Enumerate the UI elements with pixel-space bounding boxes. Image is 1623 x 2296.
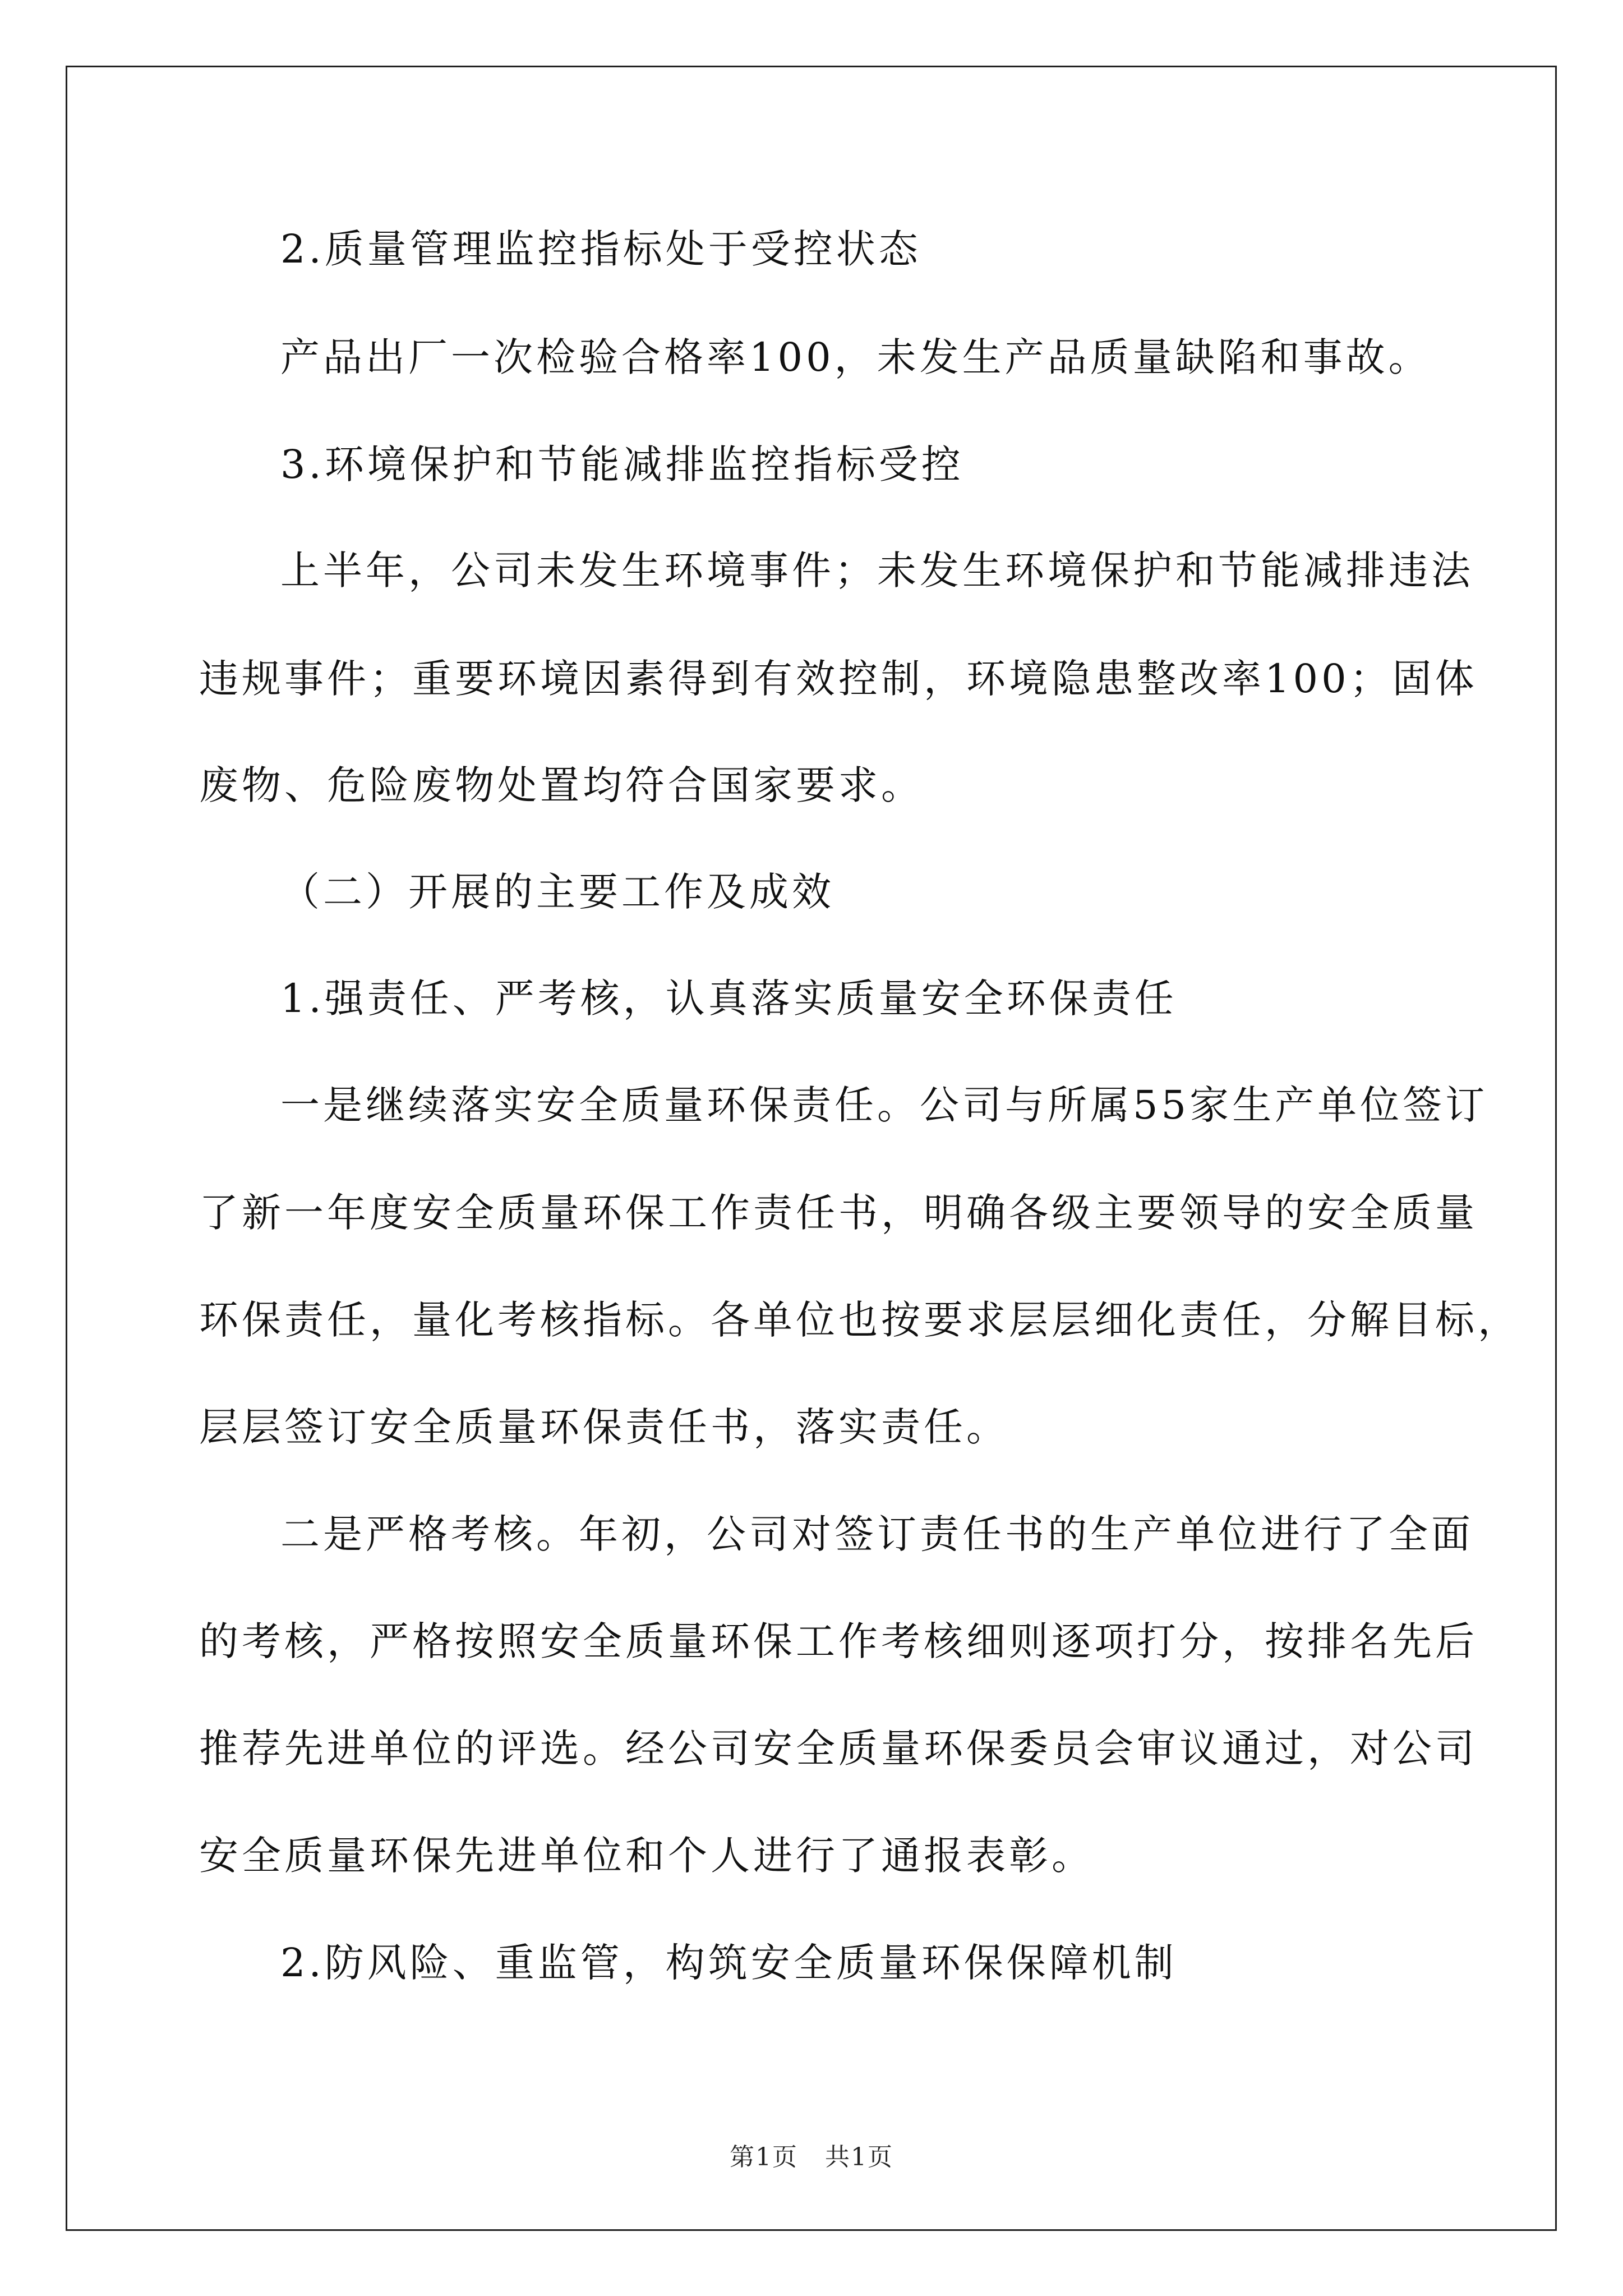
paragraph-line: 层层签订安全质量环保责任书，落实责任。: [199, 1404, 1009, 1450]
paragraph-line: 违规事件；重要环境因素得到有效控制，环境隐患整改率100；固体: [199, 656, 1478, 702]
paragraph-line: 二是严格考核。年初，公司对签订责任书的生产单位进行了全面: [280, 1511, 1474, 1557]
heading-risk-prevention: 2.防风险、重监管，构筑安全质量环保保障机制: [280, 1940, 1177, 1986]
paragraph-line: 废物、危险废物处置均符合国家要求。: [199, 762, 924, 808]
paragraph-line: 安全质量环保先进单位和个人进行了通报表彰。: [199, 1833, 1094, 1879]
paragraph-line: 了新一年度安全质量环保工作责任书，明确各级主要领导的安全质量: [199, 1190, 1478, 1236]
heading-environment-control: 3.环境保护和节能减排监控指标受控: [280, 441, 964, 487]
page-number: 第1页: [730, 2143, 798, 2171]
page-total: 共1页: [825, 2143, 893, 2171]
paragraph-line: 一是继续落实安全质量环保责任。公司与所属55家生产单位签订: [280, 1082, 1488, 1128]
paragraph-line: 环保责任，量化考核指标。各单位也按要求层层细化责任，分解目标，: [199, 1297, 1520, 1343]
paragraph-line: 推荐先进单位的评选。经公司安全质量环保委员会审议通过，对公司: [199, 1726, 1478, 1772]
paragraph-product-inspection: 产品出厂一次检验合格率100，未发生产品质量缺陷和事故。: [280, 334, 1431, 380]
paragraph-line: 的考核，严格按照安全质量环保工作考核细则逐项打分，按排名先后: [199, 1618, 1478, 1664]
page-footer: [0, 2142, 1623, 2173]
paragraph-line: 上半年，公司未发生环境事件；未发生环境保护和节能减排违法: [280, 547, 1474, 593]
heading-quality-control: 2.质量管理监控指标处于受控状态: [280, 226, 921, 272]
page-border: [66, 66, 1557, 2231]
heading-responsibility: 1.强责任、严考核，认真落实质量安全环保责任: [280, 976, 1177, 1022]
section-heading-main-work: （二）开展的主要工作及成效: [280, 869, 834, 915]
